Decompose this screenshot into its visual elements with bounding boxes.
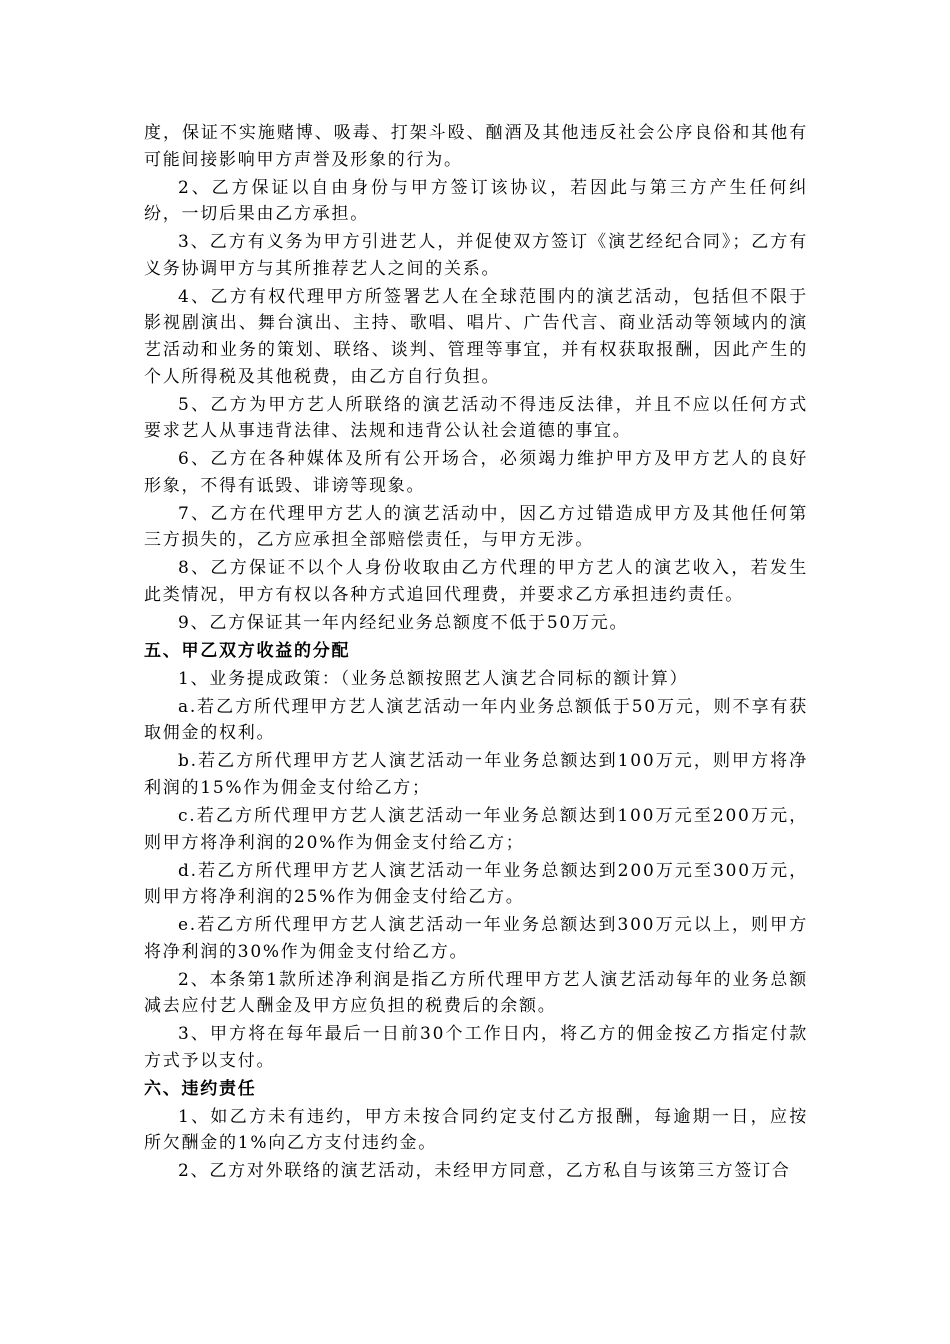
section-heading-5: 五、甲乙双方收益的分配 (144, 640, 351, 661)
clause-4-3: 3、乙方有义务为甲方引进艺人，并促使双方签订《演艺经纪合同》；乙方有义务协调甲方与其所推荐艺人之间的关系。 (144, 232, 808, 279)
clause-5-1-e: e.若乙方所代理甲方艺人演艺活动一年业务总额达到300万元以上，则甲方将净利润的30%作为佣金支付给乙方。 (144, 915, 808, 962)
clause-4-4: 4、乙方有权代理甲方所签署艺人在全球范围内的演艺活动，包括但不限于影视剧演出、舞台演出、主持、歌唱、唱片、广告代言、商业活动等领域内的演艺活动和业务的策划、联络、谈判、管理等事宜，并有权获取报酬，因此产生的个人所得税及其他税费，由乙方自行负担。 (144, 286, 808, 387)
clause-4-2: 2、乙方保证以自由身份与甲方签订该协议，若因此与第三方产生任何纠纷，一切后果由乙方承担。 (144, 177, 808, 225)
paragraph-continuation: 度，保证不实施赌博、吸毒、打架斗殴、酗酒及其他违反社会公序良俗和其他有可能间接影响甲方声誉及形象的行为。 (144, 123, 808, 170)
clause-4-8: 8、乙方保证不以个人身份收取由乙方代理的甲方艺人的演艺收入，若发生此类情况，甲方有权以各种方式追回代理费，并要求乙方承担违约责任。 (144, 558, 808, 605)
section-heading-6: 六、违约责任 (144, 1078, 257, 1099)
clause-4-9: 9、乙方保证其一年内经纪业务总额度不低于50万元。 (178, 612, 629, 633)
clause-5-2: 2、本条第1款所述净利润是指乙方所代理甲方艺人演艺活动每年的业务总额减去应付艺人酬金及甲方应负担的税费后的余额。 (144, 969, 808, 1017)
clause-5-1: 1、业务提成政策：（业务总额按照艺人演艺合同标的额计算） (178, 668, 689, 689)
clause-5-1-b: b.若乙方所代理甲方艺人演艺活动一年业务总额达到100万元，则甲方将净利润的15%作为佣金支付给乙方； (144, 751, 808, 798)
clause-6-1: 1、如乙方未有违约，甲方未按合同约定支付乙方报酬，每逾期一日，应按所欠酬金的1%向乙方支付违约金。 (144, 1106, 808, 1154)
clause-5-3: 3、甲方将在每年最后一日前30个工作日内，将乙方的佣金按乙方指定付款方式予以支付。 (144, 1024, 808, 1071)
clause-5-1-a: a.若乙方所代理甲方艺人演艺活动一年内业务总额低于50万元，则不享有获取佣金的权利。 (144, 696, 808, 744)
clause-6-2: 2、乙方对外联络的演艺活动，未经甲方同意，乙方私自与该第三方签订合 (178, 1161, 791, 1182)
clause-5-1-d: d.若乙方所代理甲方艺人演艺活动一年业务总额达到200万元至300万元，则甲方将净利润的25%作为佣金支付给乙方。 (144, 860, 808, 908)
clause-4-5: 5、乙方为甲方艺人所联络的演艺活动不得违反法律，并且不应以任何方式要求艺人从事违背法律、法规和违背公认社会道德的事宜。 (144, 394, 808, 442)
clause-5-1-c: c.若乙方所代理甲方艺人演艺活动一年业务总额达到100万元至200万元，则甲方将净利润的20%作为佣金支付给乙方； (144, 805, 808, 853)
clause-4-6: 6、乙方在各种媒体及所有公开场合，必须竭力维护甲方及甲方艺人的良好形象，不得有诋毁、诽谤等现象。 (144, 449, 808, 496)
clause-4-7: 7、乙方在代理甲方艺人的演艺活动中，因乙方过错造成甲方及其他任何第三方损失的，乙方应承担全部赔偿责任，与甲方无涉。 (144, 503, 808, 551)
